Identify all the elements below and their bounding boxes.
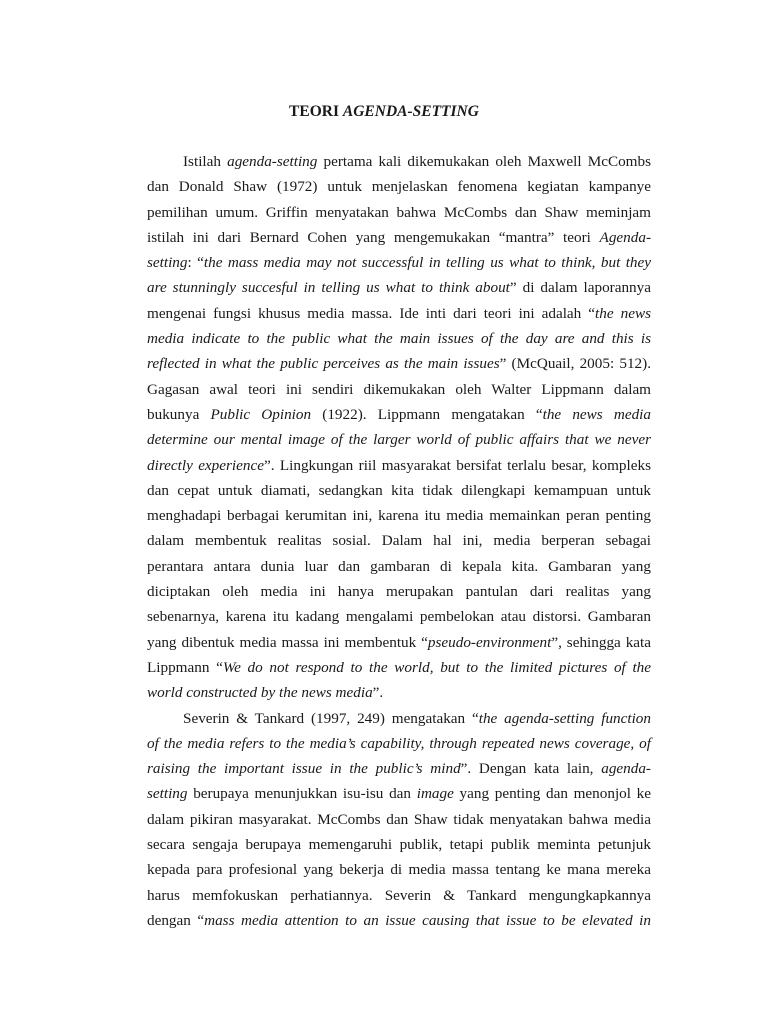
italic-text: agenda- bbox=[601, 760, 651, 778]
text-line bbox=[147, 731, 651, 756]
text-run: ”. bbox=[372, 684, 384, 702]
italic-text: the news bbox=[595, 304, 651, 322]
text-line bbox=[147, 883, 651, 908]
text-run: harus memfokuskan perhatiannya. Severin & Tankard mengungkapkannya bbox=[147, 886, 651, 904]
text-line bbox=[147, 427, 651, 452]
text-run: Severin & Tankard (1997, 249) mengatakan “ bbox=[183, 709, 479, 727]
italic-text: setting bbox=[147, 785, 188, 803]
italic-text: directly experience bbox=[147, 456, 264, 474]
text-line bbox=[147, 706, 651, 731]
text-line bbox=[147, 554, 651, 579]
text-line bbox=[147, 857, 651, 882]
text-run: ” (McQuail, 2005: 512). bbox=[499, 355, 651, 373]
text-run: diciptakan oleh media ini hanya merupakan pantulan dari realitas yang bbox=[147, 583, 651, 601]
text-run: ”. Lingkungan riil masyarakat bersifat terlalu besar, kompleks bbox=[263, 456, 651, 474]
body-text bbox=[147, 149, 651, 933]
italic-text: the agenda-setting function bbox=[478, 709, 651, 727]
text-run: sebenarnya, karena itu kadang mengalami pembelokan atau distorsi. Gambaran bbox=[147, 608, 651, 626]
text-line bbox=[147, 377, 651, 402]
text-run: dalam membentuk realitas sosial. Dalam hal ini, media berperan sebagai bbox=[147, 532, 651, 550]
italic-text: pseudo-environment bbox=[427, 633, 552, 651]
italic-text: image bbox=[416, 785, 454, 803]
text-line bbox=[147, 351, 651, 376]
text-line bbox=[147, 630, 651, 655]
text-line bbox=[147, 908, 651, 933]
text-line bbox=[147, 453, 651, 478]
text-line bbox=[147, 174, 651, 199]
italic-text: the news media bbox=[542, 405, 651, 423]
italic-text: determine our mental image of the larger world of public affairs that we never bbox=[147, 431, 651, 449]
text-run: Istilah bbox=[183, 153, 228, 170]
text-run: Lippmann “ bbox=[147, 658, 223, 676]
text-line bbox=[147, 579, 651, 604]
text-line bbox=[147, 832, 651, 857]
text-line bbox=[147, 655, 651, 680]
text-run: dan cepat untuk diamati, sedangkan kita tidak dilengkapi kemampuan untuk bbox=[147, 481, 651, 499]
text-run: : “ bbox=[187, 254, 204, 272]
page-title bbox=[0, 101, 768, 123]
text-line bbox=[147, 149, 651, 174]
text-run: ”. Dengan kata lain, bbox=[460, 760, 602, 778]
text-line bbox=[147, 326, 651, 351]
text-line bbox=[147, 807, 651, 832]
italic-text: raising the important issue in the public’s mind bbox=[147, 760, 461, 778]
italic-text: Public Opinion bbox=[210, 405, 312, 423]
italic-text: setting bbox=[147, 254, 188, 272]
text-run: yang penting dan menonjol ke bbox=[453, 785, 651, 803]
title-prefix: TEORI bbox=[289, 103, 339, 120]
text-run: menghadapi berbagai kerumitan ini, karena itu media memainkan peran penting bbox=[147, 507, 651, 525]
italic-text: reflected in what the public perceives as the main issues bbox=[147, 355, 500, 373]
text-run: kepada para profesional yang bekerja di media massa tentang ke mana mereka bbox=[147, 861, 651, 879]
text-run: mengenai fungsi khusus media massa. Ide inti dari teori ini adalah “ bbox=[147, 304, 596, 322]
text-run: (1922). Lippmann mengatakan “ bbox=[311, 405, 543, 423]
text-run: ”, sehingga kata bbox=[551, 633, 652, 651]
text-run: secara sengaja berupaya memengaruhi publik, tetapi publik meminta petunjuk bbox=[147, 836, 651, 854]
text-line bbox=[147, 680, 651, 705]
text-line bbox=[147, 503, 651, 528]
text-run: berupaya menunjukkan isu-isu dan bbox=[187, 785, 417, 803]
text-line bbox=[147, 301, 651, 326]
text-run: perantara antara dunia luar dan gambaran di kepala kita. Gambaran yang bbox=[147, 557, 651, 575]
text-run: Gagasan awal teori ini sendiri dikemukakan oleh Walter Lippmann dalam bbox=[147, 380, 651, 398]
text-run: dalam pikiran masyarakat. McCombs dan Shaw tidak menyatakan bahwa media bbox=[147, 810, 651, 828]
text-run: dengan “ bbox=[147, 911, 205, 929]
text-run: pertama kali dikemukakan oleh Maxwell McCombs bbox=[317, 153, 652, 170]
text-run: ” di dalam laporannya bbox=[509, 279, 651, 297]
italic-text: of the media refers to the media’s capability, through repeated news coverage, of bbox=[147, 734, 651, 752]
text-run: istilah ini dari Bernard Cohen yang mengemukakan “mantra” teori bbox=[147, 228, 600, 246]
text-line bbox=[147, 402, 651, 427]
text-run: yang dibentuk media massa ini membentuk “ bbox=[147, 633, 428, 651]
text-run: pemilihan umum. Griffin menyatakan bahwa McCombs dan Shaw meminjam bbox=[147, 203, 651, 221]
text-line bbox=[147, 781, 651, 806]
italic-text: world constructed by the news media bbox=[147, 684, 373, 702]
text-line bbox=[147, 275, 651, 300]
text-line bbox=[147, 528, 651, 553]
title-emphasis: AGENDA-SETTING bbox=[342, 103, 479, 120]
text-line bbox=[147, 250, 651, 275]
text-run: dan Donald Shaw (1972) untuk menjelaskan fenomena kegiatan kampanye bbox=[147, 178, 651, 196]
italic-text: mass media attention to an issue causing that issue to be elevated in bbox=[204, 911, 651, 929]
italic-text: agenda-setting bbox=[227, 153, 318, 170]
text-line bbox=[147, 756, 651, 781]
italic-text: We do not respond to the world, but to the limited pictures of the bbox=[222, 658, 652, 676]
text-line bbox=[147, 604, 651, 629]
italic-text: the mass media may not successful in telling us what to think, but they bbox=[203, 254, 652, 272]
italic-text: media indicate to the public what the main issues of the day are and this is bbox=[147, 330, 651, 348]
text-line bbox=[147, 478, 651, 503]
italic-text: are stunningly succesful in telling us what to think about bbox=[147, 279, 510, 297]
text-line bbox=[147, 200, 651, 225]
text-run: bukunya bbox=[147, 405, 211, 423]
italic-text: Agenda- bbox=[599, 228, 651, 246]
text-line bbox=[147, 225, 651, 250]
